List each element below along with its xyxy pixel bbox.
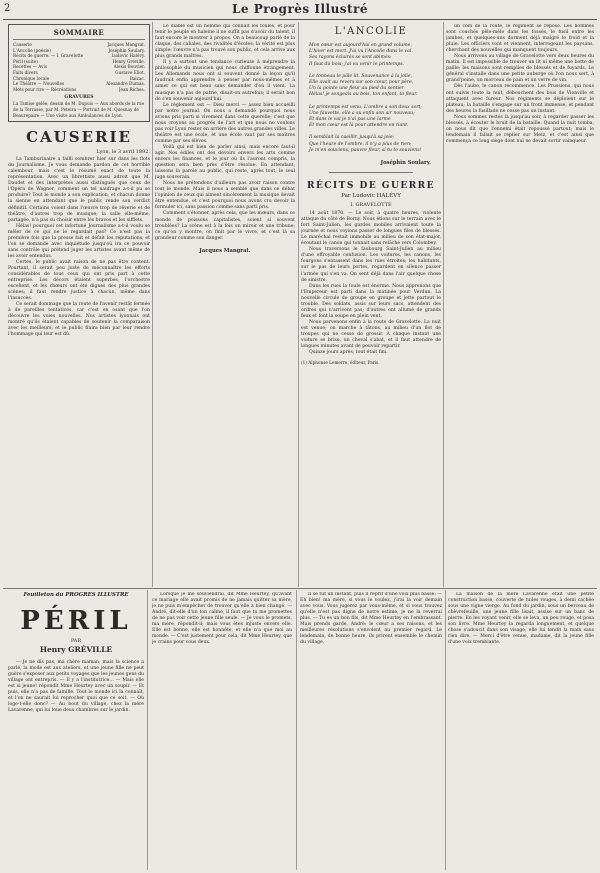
feuilleton-heading: Feuilleton du PROGRÈS ILLUSTRÉ [23, 592, 129, 598]
sommaire-item [13, 87, 145, 93]
feuilleton-column-rule-3 [445, 590, 446, 870]
poem-signature: Joséphin Soulary. [380, 160, 431, 167]
causerie-paragraph: Le diable est un homme qui connaît les foules, et pour tenir le peuple en haleine il ne suffit pas d'avoir du talent, il faut encore le montrer à propos. On a beaucoup parlé de la claque, des cabales, des rivalités d'écoles; la vérité est plus simple: l'œuvre n'a pas trouvé son public, et cela arrive aux plus grands maîtres. [155, 24, 295, 60]
recits-paragraph: un coin de la route, le régiment se repose. Les hommes sont couchés pêle-mêle dans les fossés, le fusil entre les jambes, et quelques-uns dorment déjà malgré le froid et la pluie. Les officiers vont et viennent, interrogeant les paysans, cherchant des nouvelles qui manquent toujours. [446, 24, 594, 54]
causerie-dateline: Lyon, le 3 avril 1892. [96, 149, 150, 156]
poem-line: Mon cœur est aujourd'hui en grand volume, [309, 43, 412, 48]
sommaire-item-author: Gustave Eliot. [115, 69, 145, 75]
causerie-signature: Jacques Mangrat. [199, 247, 251, 254]
causerie-title: CAUSERIE [26, 128, 132, 147]
feuilleton-column-2 [152, 592, 292, 870]
poem-line: Hélas! je songeais au bois, ton enfant, ta fleur. [309, 92, 418, 98]
causerie-paragraph: Certes, le public avait raison de ne pas être content. Pourtant, il serait peu juste de méconnaître les efforts considérables de tous ceux qui ont pris part à cette entreprise. Les décors étaient superbes, l'orchestre excellent, et les chœurs ont été dignes des plus grandes scènes; il faut rendre justice à chacun, même dans l'insuccès. [8, 259, 150, 302]
sommaire-list [13, 42, 145, 92]
poem-stanza [301, 74, 441, 99]
poem-line: Le tonneau le pâle lit. Souvenance à la jolie, [309, 73, 413, 79]
column-4 [446, 24, 594, 586]
poem-line: Un la pointe une fleur au pied du sentier [309, 86, 404, 92]
poem-stanza [301, 135, 441, 154]
recits-paragraph: Dans les rues la foule est énorme. Nous apprenons que l'Empereur est parti dans la matinée pour Verdun. La nouvelle circule de groupe en groupe et jette partout le trouble. Des soldats, assis sur leurs sacs, attendent des ordres qui n'arrivent pas; d'autres ont allumé de grands feux et font la soupe en plein vent. [301, 283, 441, 319]
sommaire-item-author: Jacques Mangrat. [107, 42, 145, 47]
gravures-text: La Tamise gelée, dessin de M. Dupuis — Aux abords de la rue de la Terrasse, par M. Peteira — Portrait de M. Quesnay de Beaurepaire — Une visite aux Ambulances de Lyon. [13, 101, 145, 118]
sommaire-item-author: Henry Gréville. [112, 58, 145, 64]
sommaire-item-title: Chronique locale [13, 75, 50, 81]
sommaire-item-title: L'Ancolie (poésie) [13, 47, 51, 53]
poem-body [301, 43, 441, 154]
page-header [0, 0, 600, 22]
causerie-paragraph: Voilà qui est bien de parler ainsi, mais encore faut-il agir. Nos édiles ont des devoirs envers les arts comme envers les finances, et le jour où ils l'auront compris, la question sera bien près d'être résolue. En attendant, laissons la parole au public, qui reste, après tout, le seul juge souverain. [155, 144, 295, 181]
recits-author: Par Ludovic HALÉVY [341, 193, 401, 200]
column-3 [301, 24, 441, 586]
masthead-title: Le Progrès Illustré [231, 2, 369, 16]
recits-paragraph: Dès l'aube, le canon recommence. Les Prussiens, qui nous ont suivis toute la nuit, débouchent des bois de Vionville et attaquent avec fureur. Nos régiments se déploient sur le plateau; la bataille s'engage sur un front immense, et pendant des heures la fusillade ne cesse pas un instant. [446, 84, 594, 114]
feuilleton-column-rule-1 [147, 590, 148, 870]
poem-line: Et dans le val je n'ai pas une larme [309, 117, 391, 123]
feuilleton-title: PÉRIL [20, 606, 132, 636]
section-rule [329, 172, 413, 173]
recits-paragraph: Quinze jours après, tout était fini. [309, 350, 388, 356]
causerie-paragraph: Il y a surtout une tendance curieuse à méprendre la philosophie du musicien qui nous chiffonne étrangement. Les Allemands nous ont si souvent donné la leçon qu'il faudrait enfin apprendre à penser par nous-mêmes et à aimer ce qui est beau sans demander d'où il vient. La musique n'a pas de patrie, disait-on autrefois; il serait bon de s'en souvenir aujourd'hui. [155, 60, 295, 102]
causerie-paragraph: Hélas! pourquoi cet infortuné Journalisme a-t-il voulu se mêler de ce qui ne le regardait pas? Ce n'est pas la première fois que la presse fait et défait les réputations, et l'on se demande avec inquiétude jusqu'où ira ce pouvoir sans contrôle qui prétend juger les artistes avant même de les avoir entendus. [8, 223, 150, 259]
causerie-paragraph: Le règlement est — Dieu merci — assez bien accueilli par notre journal. On nous a demandé pourquoi nous avions pris parti si vivement dans cette querelle; c'est que nous croyons au progrès de l'art et que nous ne voulons pas voir Lyon rester en arrière des autres grandes villes. Le théâtre est une école, et une école vaut par ses maîtres comme par ses élèves. [155, 102, 295, 144]
column-rule-1 [152, 22, 153, 587]
column-1 [8, 24, 150, 586]
column-2 [155, 24, 295, 586]
causerie-paragraph: La Tamburinaire a failli sombrer hier sur dans les flots du Journalisme. Je vous demande pardon de cet horrible calembour, mais c'est le résumé exact de toute la représentation. Avec un librettiste aussi adroit que M. Daudet et des interprètes aussi distingués que ceux de l'Opéra de Wagner, comment un tel naufrage a-t-il pu se produire? Tout le monde a son explication, et chacun donne la sienne en attendant que le public rende son verdict définitif. Certains voient dans l'œuvre trop de rêverie et de théâtre, d'autres trop de musique; la salle elle-même, partagée, n'a pas su choisir entre les bravos et les sifflets. [8, 157, 150, 223]
feuilleton-column-3 [300, 592, 442, 870]
sommaire-item-author: Alexandre Dumas. [106, 81, 145, 87]
sommaire-item-title: Mots pour rire — Récréations [13, 86, 77, 92]
poem-line: L'hiver est mort. J'ai vu l'Ancolie dans le val. [309, 49, 413, 55]
feuilleton-rule [3, 588, 597, 589]
poem-line: Que l'heure de l'ombre, il n'y a plus de rien; [309, 141, 412, 147]
column-rule-2 [298, 22, 299, 587]
sommaire-item-title: Récits de guerre. — I. Gravelotte [13, 53, 84, 59]
recits-paragraph: 14 août 1870. — Le soir, à quatre heures, violente attaque du côté de Borny. Nous étions sur le terrain avec le fort Saint-Julien, les gardes mobiles arrivaient toute la journée et nous voyions passer de longues files de blessés. Le maréchal restait immobile au milieu de son état-major, écoutant le canon qui tonnait sans relâche vers Colombey. [301, 211, 441, 247]
poem-line: Et mon cœur est là pour attendre en riant. [309, 123, 409, 129]
poem-line: Je m'en souviens, pauvre fleur, si tu te souviens! [309, 147, 422, 153]
sommaire-item-title: Péril (suite) [13, 58, 38, 64]
column-rule-3 [443, 22, 444, 587]
sommaire-item-title: Le Théâtre — Nouvelles [13, 81, 65, 87]
recits-paragraph: Nous parvenons enfin à la route de Gravelotte. La nuit est venue; on marche à tâtons, au milieu d'un flot de troupes qui ne cesse de grossir. A chaque instant une voiture se brise, un cheval s'abat, et il faut attendre de longues minutes avant de pouvoir repartir. [301, 319, 441, 350]
sommaire-item-title: Causerie [13, 42, 32, 47]
poem-stanza [301, 105, 441, 130]
sommaire-item-title: Recettes — Avis [13, 64, 48, 70]
causerie-paragraph: Nous ne prétendons d'ailleurs pas avoir raison contre tout le monde. Mais il nous a semblé que dans ce débat l'opinion de ceux qui aiment sincèrement la musique devait être entendue, et c'est pourquoi nous avons cru devoir la formuler ici, sans passion comme sans parti pris. [155, 181, 295, 211]
page-number: 2 [4, 3, 11, 14]
feuilleton-paragraph: — Je ne dis pas, ma chère maman, mais la science a parlé, la mode est aux ateliers, et une jeune fille ne peut guère s'exposer aux petits voyages que les jeunes gens du village ont entrepris. — Il y a l'institutrice... — Mais elle est si jeune! répondit Mme Heurtey avec un soupir. — Et puis, elle n'a pas de famille. Tout le monde ici la connaît, et l'on ne saurait lui reprocher quoi que ce soit. — Où loge-t-elle donc? — Au bout du village, chez la mère Lavarenne, qui lui loue deux chambres sur le jardin. [8, 660, 144, 714]
header-rule [3, 19, 597, 20]
recits-paragraph: Nous traversons le faubourg Saint-Julien au milieu d'une effroyable confusion. Les voitures, les canons, les fourgons s'entassent dans les rues étroites; les habitants, sur le pas de leurs portes, regardent en silence passer l'armée qui s'en va. On sent déjà dans l'air quelque chose de sinistre. [301, 247, 441, 283]
recits-title: RÉCITS DE GUERRE [306, 181, 436, 192]
feuilleton-paragraph: La maison de la mère Lavarenne était une petite construction basse, couverte de tuiles rouges, à demi cachée sous une vigne vierge. Au fond du jardin, sous un berceau de chèvrefeuille, une jeune fille lisait, assise sur un banc de pierre. En les voyant venir, elle se leva, un peu rouge, et posa son livre. Mme Heurtey la regarda longuement, et quelque chose s'adoucit dans son visage; elle lui tendit la main sans rien dire. — Merci d'être venue, madame, dit la jeune fille d'une voix tremblante. [448, 592, 594, 646]
sommaire-item-author: Joséphin Soulary. [108, 47, 145, 53]
sommaire-box [8, 24, 150, 122]
recits-paragraph: Nous arrivons au village de Gravelotte vers deux heures du matin. Il est impossible de trouver un lit ni même une botte de paille; les maisons sont remplies de blessés et de fuyards. Le général s'installe dans une petite auberge où l'on nous sert, à grand'peine, un morceau de pain et un verre de vin. [446, 54, 594, 84]
poem-line: Elle avait au revers sur son cœur, pour père, [309, 80, 414, 86]
sommaire-item-author: Jean Riches. [118, 86, 145, 92]
poem-line: Il faut du bois; j'ai vu venir le printemps. [309, 61, 405, 67]
gravures-title: GRAVURES [64, 95, 94, 101]
feuilleton-par: PAR [70, 638, 82, 644]
feuilleton-column-4 [448, 592, 594, 870]
sommaire-title: SOMMAIRE [13, 28, 145, 40]
footnote: (1) Alphonse Lemerre, éditeur, Paris. [301, 360, 380, 366]
sommaire-item-title: Faits divers [13, 69, 38, 75]
feuilleton-column-rule-2 [296, 590, 297, 870]
sommaire-item-author: Balzac. [129, 75, 145, 81]
feuilleton-paragraph: Lorsque je me souviendrai, dit Mme Heurtey, qu'avant ce mariage elle avait promis de ne jamais quitter sa mère, je ne puis m'empêcher de trouver qu'elle a bien changé. — André, dit-elle d'un ton calme, il faut que tu me promettes de ne pas voir cette jeune fille seule. — Je vous le promets, ma mère, répondit-il; mais vous êtes injuste envers elle. Elle est bonne, elle est honnête, et elle n'a que moi au monde. — C'est justement pour cela, dit Mme Heurtey, que je crains pour vous deux. [152, 592, 292, 646]
causerie-paragraph: Comment s'étonner, après cela, que les mœurs, dans ce monde de poissons capitalistes, soient si souvent troublées? La scène est à la fois un miroir et une tribune; ce qu'on y montre, on finit par le vivre, et c'est là sa grandeur comme son danger. [155, 211, 295, 241]
feuilleton-author: Henry GRÉVILLE [39, 645, 113, 654]
recits-section: I. GRAVELOTTE [350, 202, 392, 209]
poem-line: Ses rayons éclairés se sont abimés: [309, 55, 392, 61]
poem-line: Le printemps est venu, L'ombre a son doux sort; [309, 104, 422, 110]
recits-paragraph: Nous sommes restés là jusqu'au soir, à regarder passer les blessés, à écouter le bruit de la bataille. Quand la nuit tomba, on nous dit que l'ennemi était repoussé partout; mais le lendemain il fallait se replier sur Metz, et c'est ainsi que commença ce long siège dont nul ne devait sortir vainqueur. [446, 114, 594, 144]
feuilleton-column-1 [8, 592, 144, 870]
poem-line: Il semblait la cueillir, jusqu'à sa joie; [309, 135, 395, 141]
sommaire-item-author: Ludovic Halévy. [111, 53, 145, 59]
poem-title: L'ANCOLIE [334, 26, 408, 37]
poem-line: Une fauvette, elle a su enfin son air nouveau; [309, 110, 415, 116]
sommaire-item-author: Alexis Bouvier. [113, 64, 145, 70]
causerie-paragraph: Ce serait dommage que la route de l'avenir restât fermée à de pareilles tentatives, car c'est en osant que l'on découvre les voies nouvelles. Nos artistes lyonnais ont montré qu'ils étaient capables de soutenir la comparaison avec les meilleurs, et le public finira bien par leur rendre l'hommage qui leur est dû. [8, 302, 150, 338]
feuilleton-paragraph: Il se tut un instant, puis il reprit d'une voix plus basse: — Eh bien! ma mère, si vous le voulez, j'irai la voir demain avec vous. Vous jugerez par vous-même, et si vous trouvez qu'elle n'est pas digne de notre estime, je ne la reverrai plus. — Tu es un bon fils, dit Mme Heurtey en l'embrassant. Mais prends garde, André: le cœur a ses raisons, et les meilleures résolutions s'envolent au premier regard. Le lendemain, de bonne heure, ils prirent ensemble le chemin du village. [300, 592, 442, 646]
poem-stanza [301, 43, 441, 68]
